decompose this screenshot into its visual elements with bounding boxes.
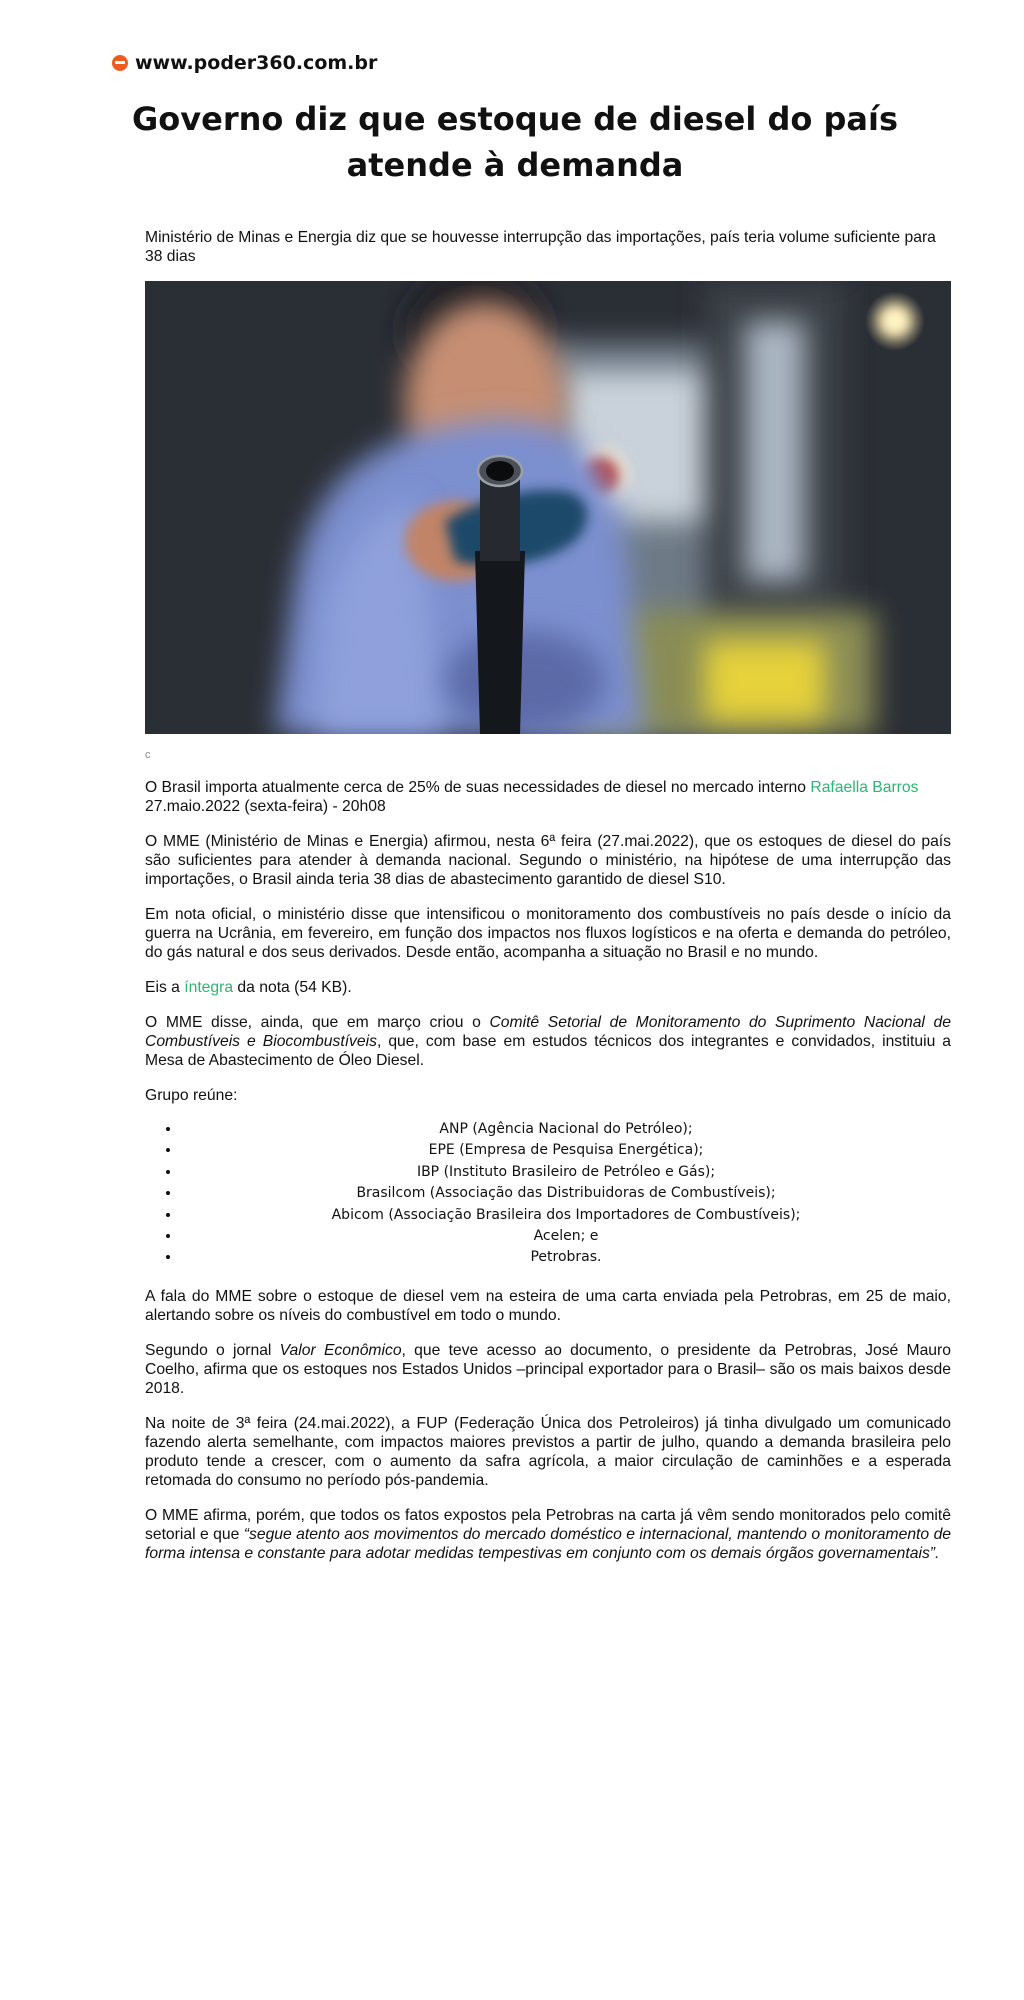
paragraph-4-after: , que, com base em estudos técnicos dos integrantes e convidados, instituiu a Mesa de Abastecimento de Óleo Diesel. [145,1033,952,1069]
author-link[interactable]: Rafaella Barros [810,779,919,796]
group-intro: Grupo reúne: [145,1087,238,1104]
paragraph-7: Na noite de 3ª feira (24.mai.2022), a FUP (Federação Única dos Petroleiros) já tinha divulgado um comunicado fazendo alerta semelhante, com impactos maiores previstos a partir de julho, quando a demanda brasileira pelo produto tende a crescer, com o aumento da safra agrícola, a maior circulação de caminhões e a esperada retomada do consumo no período pós-pandemia. [145,1414,951,1489]
list-item: • Petrobras. [181,1247,951,1268]
list-item: • ANP (Agência Nacional do Petróleo); [181,1119,951,1140]
paragraph-1: O MME (Ministério de Minas e Energia) afirmou, nesta 6ª feira (27.mai.2022), que os estoques de diesel do país são suficientes para atender à demanda nacional. Segundo o ministério, na hipótese de uma interrupção das importações, o Brasil ainda teria 38 dias de abastecimento garantido de diesel S10. [145,833,951,888]
integra-link[interactable]: íntegra [184,979,234,996]
paragraph-4 [145,1013,951,1070]
list-item: • EPE (Empresa de Pesquisa Energética); [181,1140,951,1161]
article-photo [145,281,951,734]
paragraph-2: Em nota oficial, o ministério disse que intensificou o monitoramento dos combustíveis no país desde o início da guerra na Ucrânia, em fevereiro, em função dos impactos nos fluxos logísticos e na oferta e demanda do petróleo, do gás natural e dos seus derivados. Desde então, acompanha a situação no Brasil e no mundo. [145,906,951,961]
paragraph-6 [145,1341,951,1398]
article-subtitle: Ministério de Minas e Energia diz que se houvesse interrupção das importações, país teria volume suficiente para 38 dias [145,229,936,265]
paragraph-3-before: Eis a [145,979,185,996]
article-body [145,228,951,1579]
paragraph-3 [145,978,951,997]
poder360-logo-icon [112,55,128,71]
committee-name: Comitê Setorial de Monitoramento do Suprimento Nacional de Combustíveis e Biocombustíveis [145,1014,951,1050]
list-item: • Abicom (Associação Brasileira dos Importadores de Combustíveis); [181,1205,951,1226]
paragraph-5: A fala do MME sobre o estoque de diesel vem na esteira de uma carta enviada pela Petrobras, em 25 de maio, alertando sobre os níveis do combustível em todo o mundo. [145,1287,951,1324]
article-title: Governo diz que estoque de diesel do país atende à demanda [132,100,898,184]
publish-date: 27.maio.2022 (sexta-feira) - 20h08 [145,798,386,815]
photo-credit-mark: c [145,749,151,761]
mme-quote: “segue atento aos movimentos do mercado doméstico e internacional, mantendo o monitoramento de forma intensa e constante para adotar medidas tempestivas em conjunto com os demais órgãos governamentais”. [145,1525,952,1562]
list-item: • Acelen; e [181,1226,951,1247]
group-list [145,1119,951,1269]
paragraph-4-before: O MME disse, ainda, que em março criou o [145,1014,490,1031]
photo-caption-byline [145,778,951,816]
site-source [112,52,377,74]
site-url[interactable]: www.poder360.com.br [135,52,378,74]
paragraph-8 [145,1506,951,1563]
paragraph-6-after: , que teve acesso ao documento, o presidente da Petrobras, José Mauro Coelho, afirma que os estoques nos Estados Unidos –principal exportador para o Brasil– são os mais baixos desde 2018. [145,1341,951,1397]
fuel-nozzle-photo [145,281,951,734]
paragraph-3-after: da nota (54 KB). [233,979,352,996]
list-item: • IBP (Instituto Brasileiro de Petróleo e Gás); [181,1162,951,1183]
photo-caption: O Brasil importa atualmente cerca de 25% de suas necessidades de diesel no mercado interno [145,779,806,796]
paragraph-8-before: O MME afirma, porém, que todos os fatos expostos pela Petrobras na carta já vêm sendo monitorados pelo comitê setorial e que [145,1506,951,1543]
newspaper-name: Valor Econômico [279,1341,402,1359]
list-item: • Brasilcom (Associação das Distribuidoras de Combustíveis); [181,1183,951,1204]
paragraph-6-before: Segundo o jornal [145,1341,280,1359]
